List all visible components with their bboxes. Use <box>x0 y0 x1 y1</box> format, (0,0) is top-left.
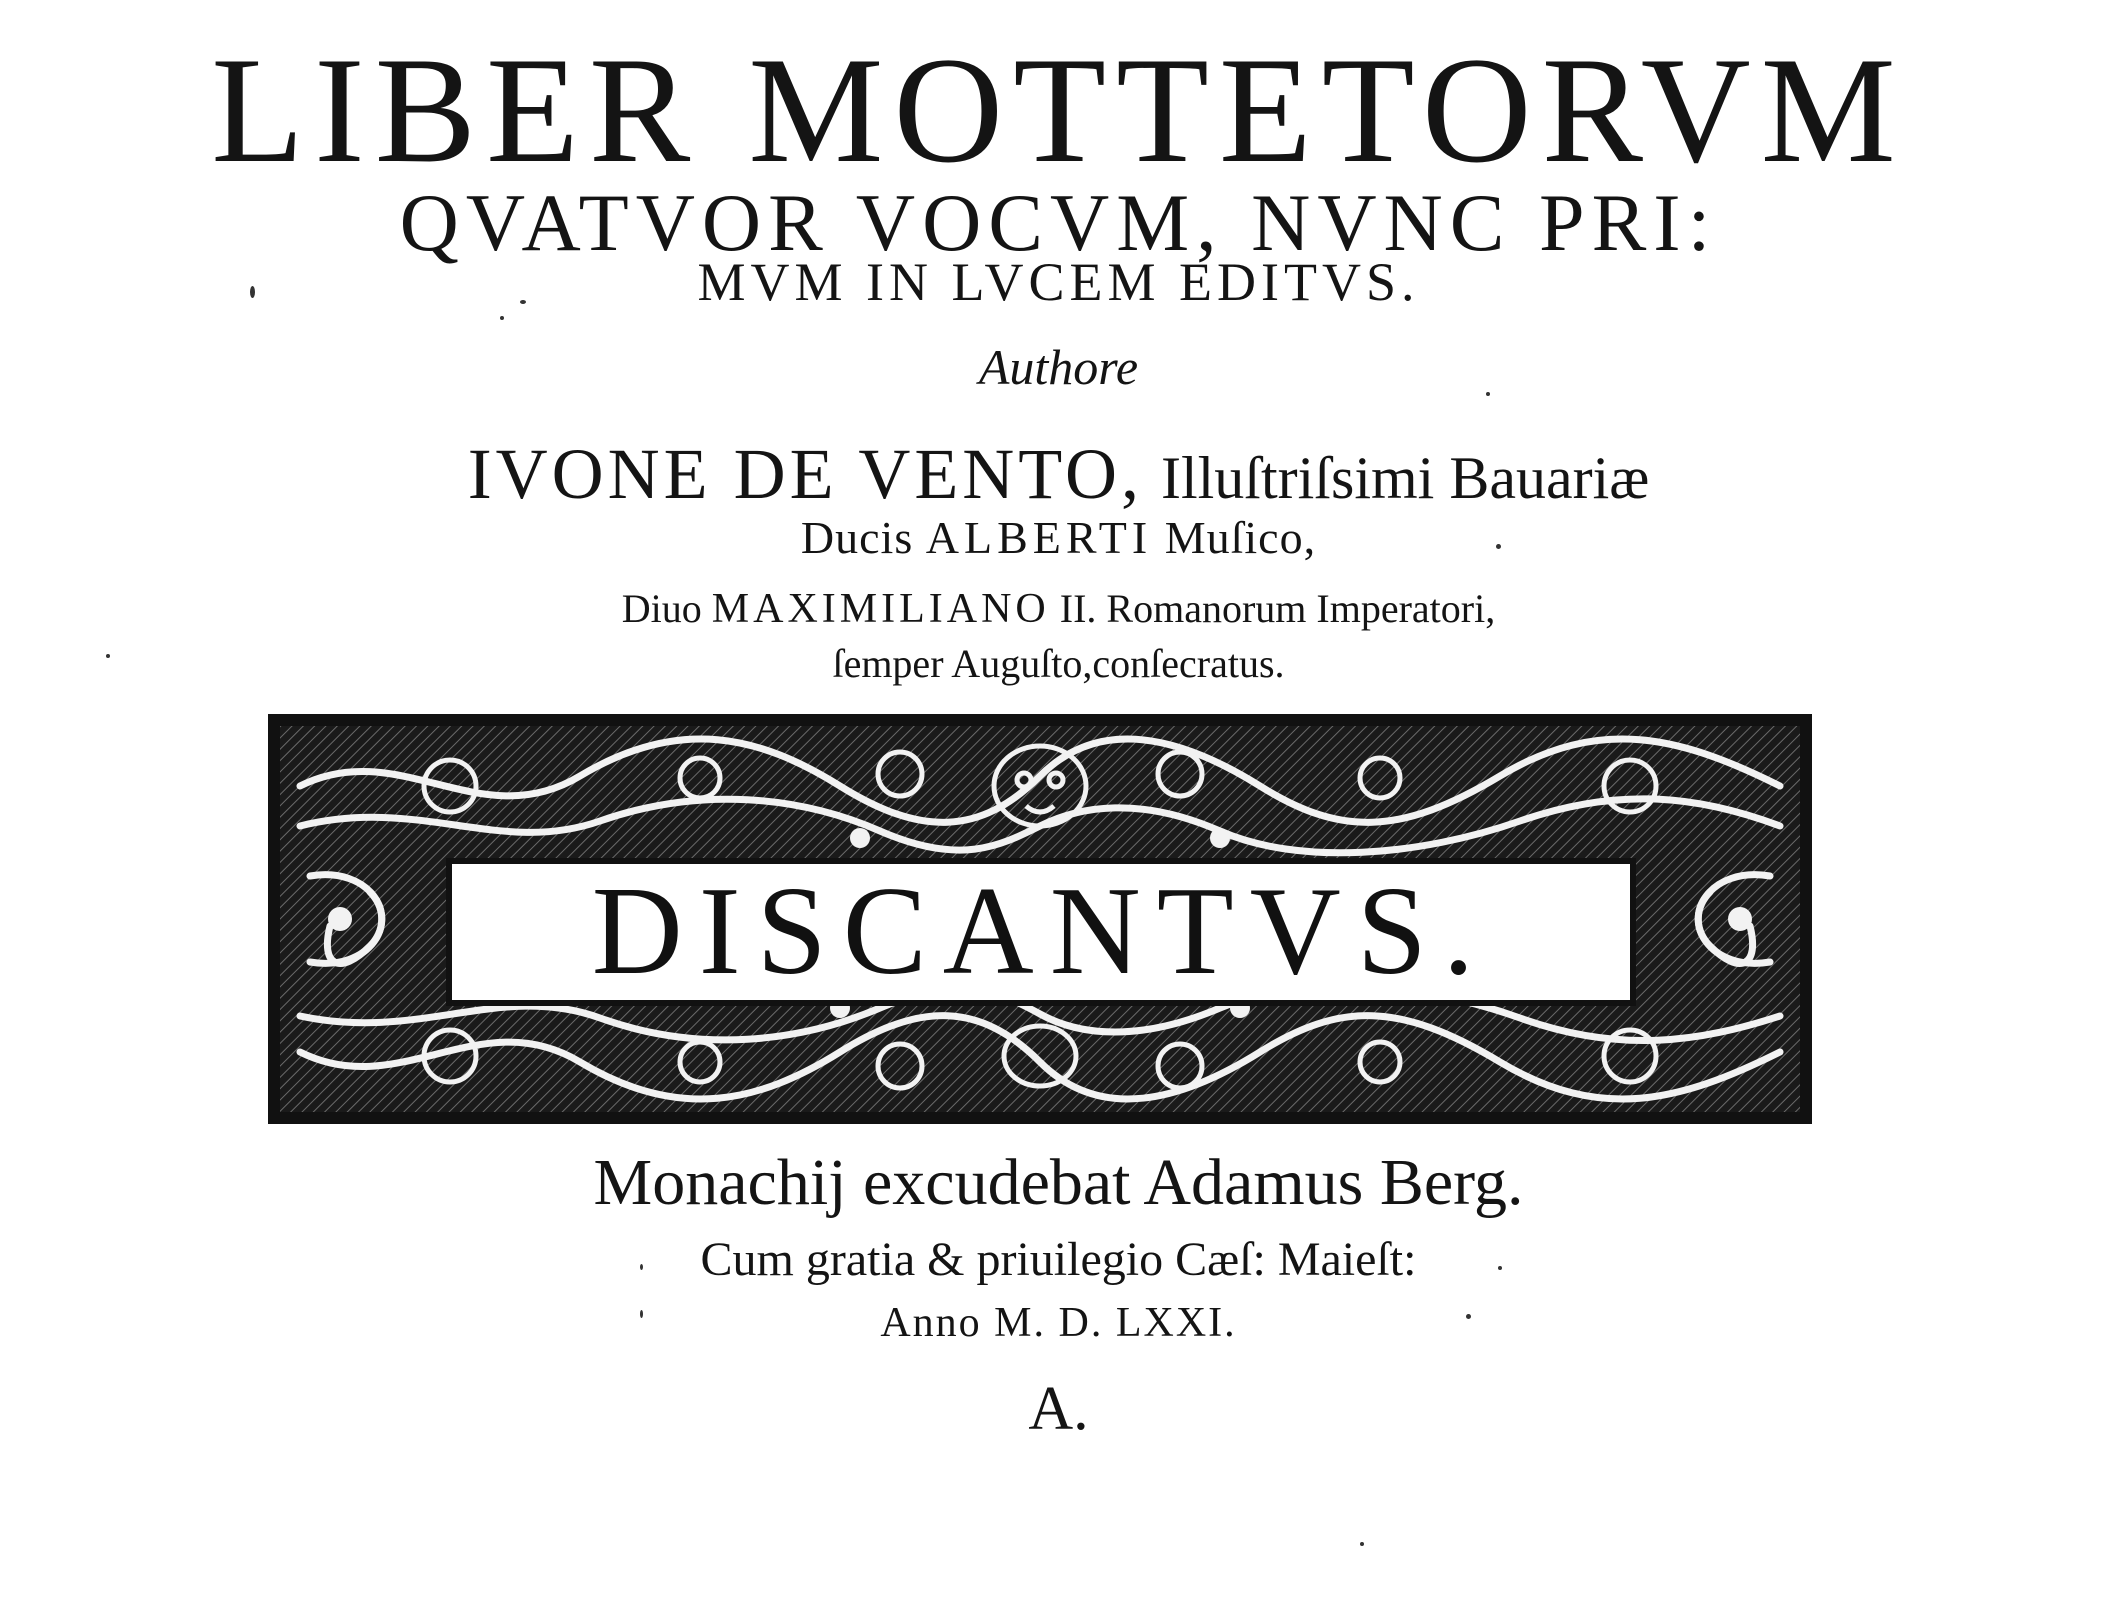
subtitle-line-2: MVM IN LVCEM EDITVS. <box>697 252 1420 312</box>
imprint-year: Anno M. D. LXXI. <box>880 1300 1237 1346</box>
dedication-emperor: MAXIMILIANO <box>711 586 1050 632</box>
dedication-prefix: Diuo <box>621 586 702 631</box>
dedication-suffix: II. Romanorum Imperatori, <box>1059 586 1496 631</box>
author-label: Authore <box>978 339 1139 395</box>
print-speck <box>640 1264 643 1270</box>
print-speck <box>1498 1266 1502 1270</box>
part-name: DISCANTVS. <box>591 862 1491 1001</box>
print-speck <box>106 654 110 658</box>
author-role-suffix: Muſico, <box>1164 512 1317 563</box>
imprint-privilege: Cum gratia & priuilegio Cæſ: Maieſt: <box>700 1233 1417 1286</box>
author-line <box>0 434 2117 514</box>
author-title: Illuſtriſsimi Bauariæ <box>1160 445 1650 511</box>
author-role <box>0 512 2117 563</box>
print-speck <box>520 300 526 304</box>
subtitle-line-1: QVATVOR VOCVM, NVNC PRI: <box>399 177 1718 268</box>
part-name-cartouche <box>446 858 1636 1006</box>
dedication-line-1 <box>0 588 2117 630</box>
print-speck <box>1486 392 1490 396</box>
ornamental-frame <box>268 714 1812 1124</box>
print-speck <box>1360 1542 1364 1546</box>
dedication-line-2: ſemper Auguſto,conſecratus. <box>832 641 1285 686</box>
print-speck <box>1466 1314 1471 1319</box>
author-role-prefix: Ducis <box>800 512 914 563</box>
author-patron: ALBERTI <box>925 512 1153 563</box>
print-speck <box>250 286 255 298</box>
main-title: LIBER MOTTETORVM <box>211 26 1906 194</box>
signature-mark: A. <box>1028 1375 1089 1443</box>
print-speck <box>640 1310 643 1318</box>
imprint-printer: Monachij excudebat Adamus Berg. <box>593 1146 1524 1219</box>
author-name: IVONE DE VENTO, <box>467 434 1143 514</box>
print-speck <box>1496 544 1501 549</box>
print-speck <box>500 316 504 320</box>
